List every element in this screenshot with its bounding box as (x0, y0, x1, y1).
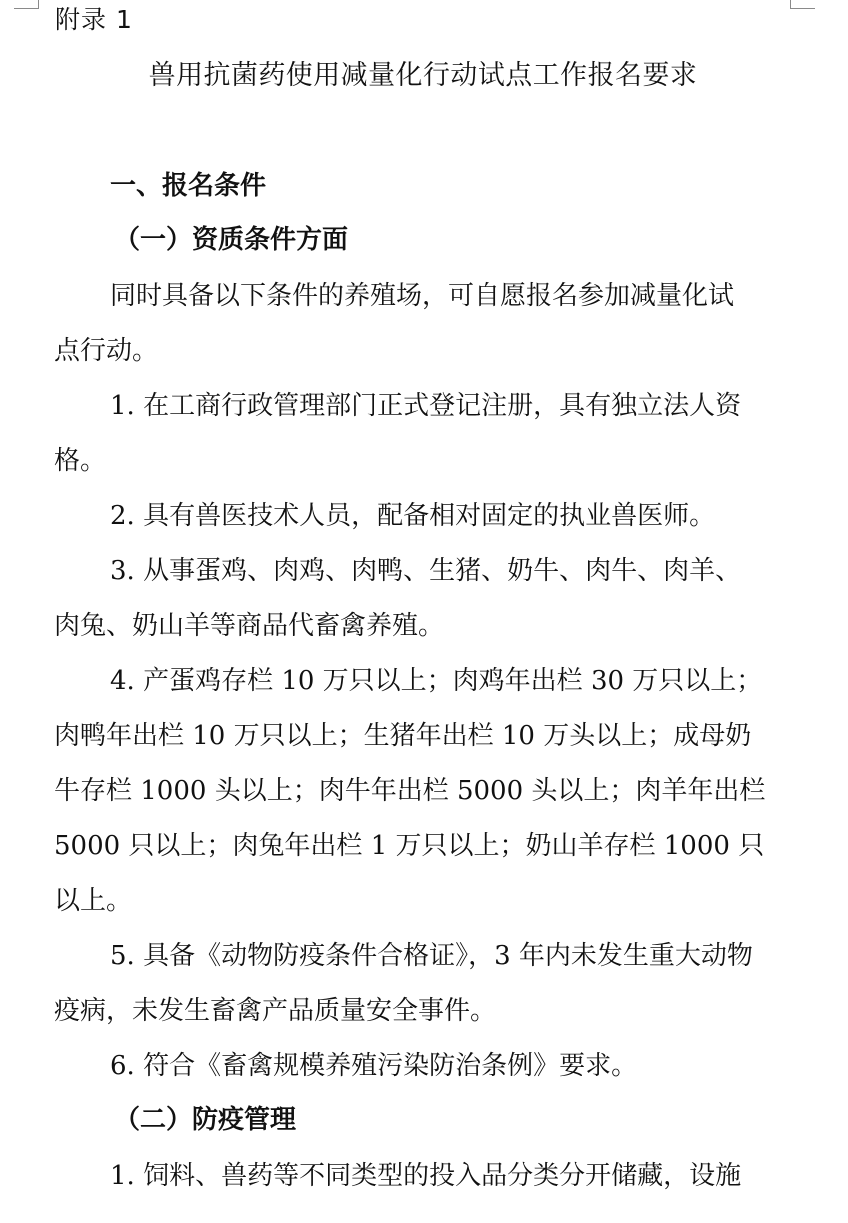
item-4-line: 牛存栏 1000 头以上；肉牛年出栏 5000 头以上；肉羊年出栏 (54, 776, 766, 806)
item-5-line: 疫病，未发生畜禽产品质量安全事件。 (54, 996, 497, 1026)
item-4-line: 肉鸭年出栏 10 万只以上；生猪年出栏 10 万头以上；成母奶 (54, 721, 752, 751)
item-3-line: 3. 从事蛋鸡、肉鸡、肉鸭、生猪、奶牛、肉牛、肉羊、 (110, 556, 742, 586)
subsection-heading-qualification: （一）资质条件方面 (114, 225, 349, 255)
item-5-line: 5. 具备《动物防疫条件合格证》，3 年内未发生重大动物 (110, 941, 753, 971)
item-1-line: 1. 在工商行政管理部门正式登记注册，具有独立法人资 (110, 391, 742, 421)
item-4-line: 以上。 (54, 886, 133, 916)
crop-mark-right (790, 0, 815, 9)
appendix-label: 附录 1 (55, 5, 133, 34)
section-heading-conditions: 一、报名条件 (110, 171, 267, 201)
subsection-heading-epidemic-prevention: （二）防疫管理 (114, 1105, 297, 1135)
crop-mark-left (14, 0, 39, 9)
item-4-line: 4. 产蛋鸡存栏 10 万只以上；肉鸡年出栏 30 万只以上； (110, 666, 763, 696)
intro-paragraph-line: 点行动。 (54, 336, 159, 366)
item-6-line: 6. 符合《畜禽规模养殖污染防治条例》要求。 (110, 1051, 638, 1081)
item-4-line: 5000 只以上；肉兔年出栏 1 万只以上；奶山羊存栏 1000 只 (54, 831, 765, 861)
item-3-line: 肉兔、奶山羊等商品代畜禽养殖。 (54, 611, 445, 641)
document-title: 兽用抗菌药使用减量化行动试点工作报名要求 (148, 60, 698, 91)
prevention-item-1-line: 1. 饲料、兽药等不同类型的投入品分类分开储藏，设施 (110, 1161, 742, 1191)
intro-paragraph-line: 同时具备以下条件的养殖场，可自愿报名参加减量化试 (110, 281, 735, 311)
item-2-line: 2. 具有兽医技术人员，配备相对固定的执业兽医师。 (110, 501, 716, 531)
item-1-line: 格。 (54, 446, 107, 476)
